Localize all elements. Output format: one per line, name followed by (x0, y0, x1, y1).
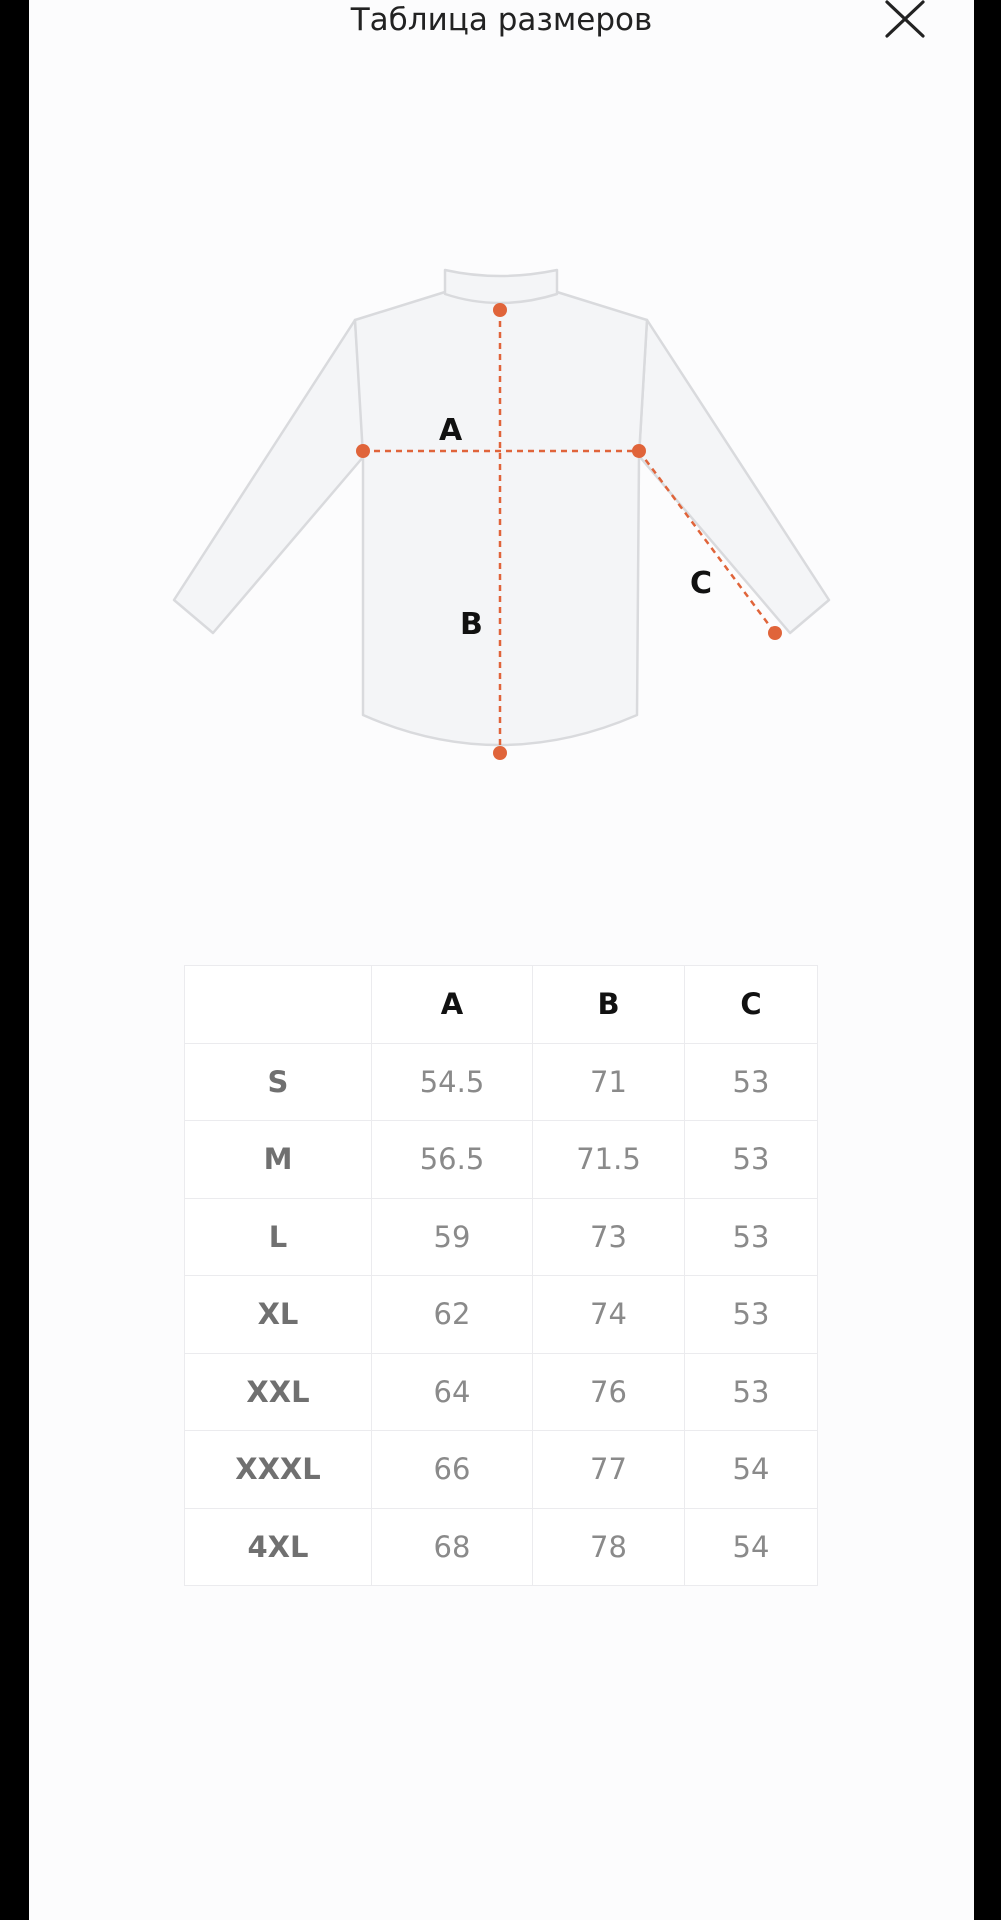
marker-dot (493, 746, 507, 760)
shirt-measurement-diagram (29, 0, 974, 900)
label-c: C (690, 566, 713, 601)
value-cell-c: 53 (685, 1198, 818, 1276)
value-cell-c: 54 (685, 1431, 818, 1509)
header-cell-b: B (533, 966, 685, 1044)
marker-dot (493, 303, 507, 317)
header-cell-empty (185, 966, 372, 1044)
value-cell-a: 66 (372, 1431, 533, 1509)
value-cell-a: 64 (372, 1353, 533, 1431)
header-cell-a: A (372, 966, 533, 1044)
value-cell-b: 76 (533, 1353, 685, 1431)
value-cell-b: 71.5 (533, 1121, 685, 1199)
value-cell-c: 53 (685, 1121, 818, 1199)
shirt-left-sleeve (174, 320, 364, 633)
table-row (185, 1353, 818, 1431)
table-row (185, 1431, 818, 1509)
size-cell: XXXL (185, 1431, 372, 1509)
value-cell-b: 77 (533, 1431, 685, 1509)
value-cell-a: 59 (372, 1198, 533, 1276)
table-row (185, 1043, 818, 1121)
value-cell-b: 78 (533, 1508, 685, 1586)
size-chart-screen (29, 0, 974, 1920)
size-table (184, 965, 818, 1586)
marker-dot (356, 444, 370, 458)
table-header-row (185, 966, 818, 1044)
value-cell-c: 53 (685, 1276, 818, 1354)
value-cell-b: 73 (533, 1198, 685, 1276)
value-cell-c: 54 (685, 1508, 818, 1586)
size-cell: XXL (185, 1353, 372, 1431)
shirt-collar (445, 270, 557, 303)
size-cell: M (185, 1121, 372, 1199)
marker-dot (632, 444, 646, 458)
size-cell: L (185, 1198, 372, 1276)
page-title: Таблица размеров (350, 2, 653, 38)
value-cell-a: 54.5 (372, 1043, 533, 1121)
table-row (185, 1121, 818, 1199)
size-cell: 4XL (185, 1508, 372, 1586)
shirt-right-sleeve (639, 320, 829, 633)
value-cell-b: 74 (533, 1276, 685, 1354)
table-row (185, 1276, 818, 1354)
value-cell-c: 53 (685, 1043, 818, 1121)
marker-dot (768, 626, 782, 640)
value-cell-a: 68 (372, 1508, 533, 1586)
value-cell-b: 71 (533, 1043, 685, 1121)
table-row (185, 1198, 818, 1276)
value-cell-a: 62 (372, 1276, 533, 1354)
size-cell: S (185, 1043, 372, 1121)
value-cell-a: 56.5 (372, 1121, 533, 1199)
value-cell-c: 53 (685, 1353, 818, 1431)
size-cell: XL (185, 1276, 372, 1354)
label-a: A (439, 413, 463, 448)
table-row (185, 1508, 818, 1586)
label-b: B (460, 607, 483, 642)
header-cell-c: C (685, 966, 818, 1044)
